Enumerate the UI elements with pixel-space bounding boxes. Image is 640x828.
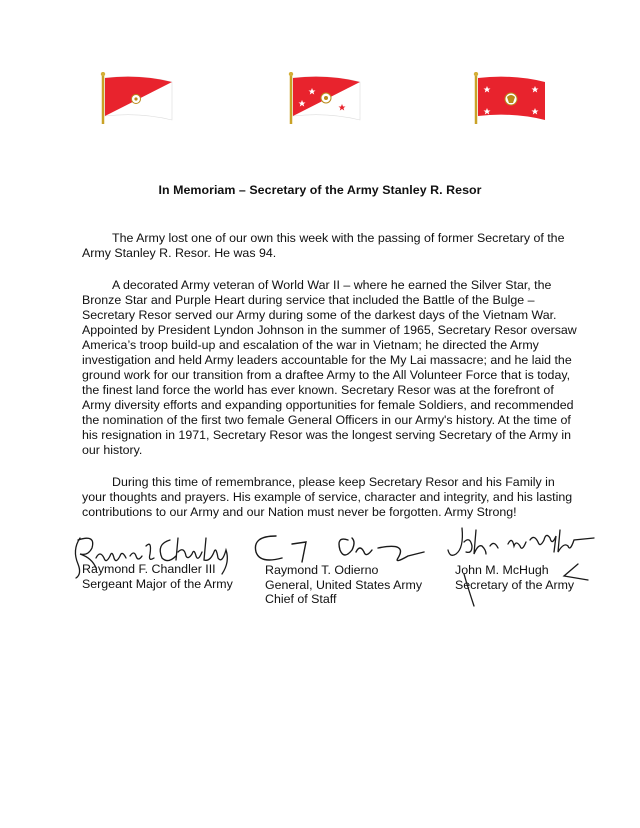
flag-graphic	[100, 72, 176, 126]
signer-name: Raymond F. Chandler III	[82, 562, 216, 576]
signature-block-odierno	[265, 563, 422, 607]
paragraph-2: A decorated Army veteran of World War II – where he earned the Silver Star, the Bronze Star and Purple Heart during service that included the Battle of the Bulge – Secretary Resor served our Army during some of the darkest days of the Vietnam War. Appointed by President Lyndon Johnson in the summer of 1965, Secretary Resor oversaw America’s troop build-up and escalation of the war in Vietnam; he directed the Army investigation and held Army leaders accountable for the My Lai massacre; and he laid the ground work for our transition from a draftee Army to the All Volunteer Force that is today, the finest land force the world has ever known. Secretary Resor was at the forefront of Army diversity efforts and expanding opportunities for female Soldiers, and recommended the nomination of the first two female General Officers in our Army's history. At the time of his resignation in 1971, Secretary Resor was the longest serving Secretary of the Army in our history.	[82, 278, 577, 457]
signer-title: Sergeant Major of the Army	[82, 576, 233, 591]
odierno-signature-icon	[248, 528, 428, 568]
paragraph-3: During this time of remembrance, please keep Secretary Resor and his Family in your thoughts and prayers. His example of service, character and integrity, and his lasting contributions to our Army and our Nation must never be forgotten. Army Strong!	[82, 475, 573, 519]
signer-title-line-2: Chief of Staff	[265, 592, 337, 606]
sma-flag-icon	[100, 72, 176, 126]
paragraph-1: The Army lost one of our own this week with the passing of former Secretary of the Army Stanley R. Resor. He was 94.	[82, 231, 565, 260]
signer-name: Raymond T. Odierno	[265, 563, 379, 577]
signer-name: John M. McHugh	[455, 563, 549, 577]
document-title: In Memoriam – Secretary of the Army Stanley R. Resor	[158, 183, 482, 197]
signer-title: Secretary of the Army	[455, 577, 575, 592]
document-body	[82, 231, 578, 537]
signature-block-chandler	[82, 562, 233, 591]
signature-block-mchugh	[455, 563, 574, 592]
flag-graphic	[473, 72, 549, 126]
signer-title: General, United States Army	[265, 577, 423, 592]
secretary-of-army-flag-icon	[473, 72, 549, 126]
chief-of-staff-flag-icon	[288, 72, 364, 126]
flag-graphic	[288, 72, 364, 126]
